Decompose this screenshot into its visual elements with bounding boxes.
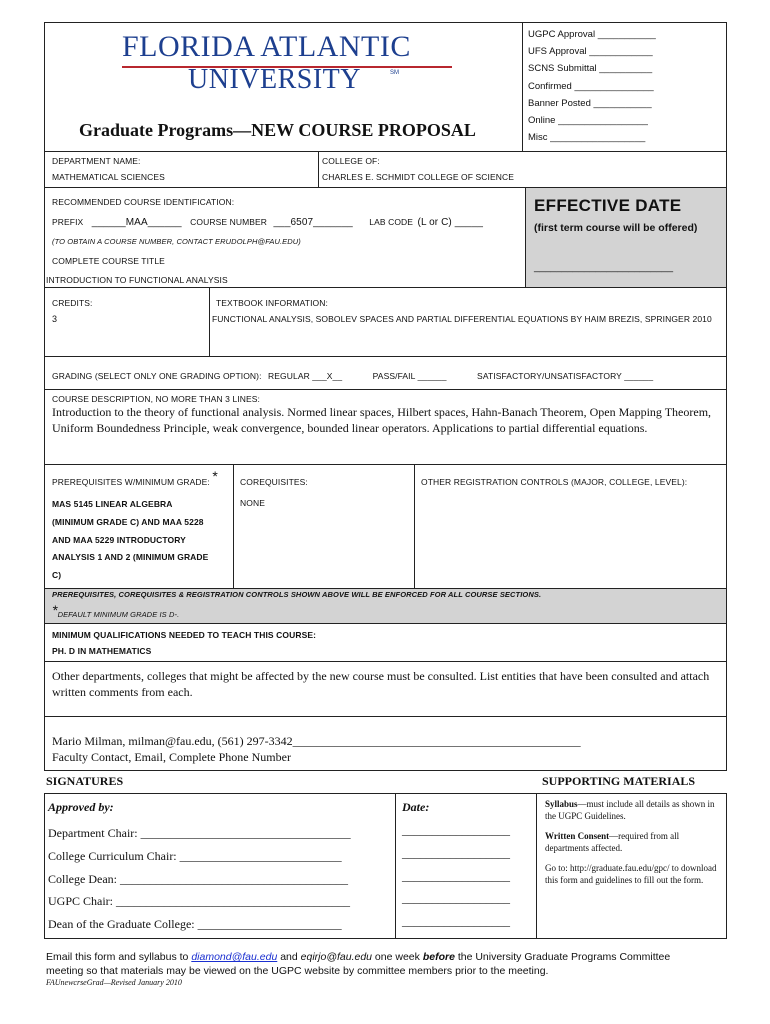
credits-value: 3	[52, 314, 58, 324]
coreq-divider	[414, 464, 415, 589]
logo-tm: SM	[390, 70, 399, 76]
college	[322, 153, 514, 185]
date-field[interactable]: __________________	[402, 914, 510, 929]
email-eqirjo[interactable]: eqirjo@fau.edu	[300, 951, 373, 963]
sig-college-dean[interactable]: College Dean: ______________________________________	[48, 871, 348, 886]
prereq-star: *	[212, 468, 218, 484]
banner-posted: Banner Posted ___________	[528, 97, 652, 109]
date-rows	[402, 819, 534, 933]
supporting-goto: Go to: http://graduate.fau.edu/gpc/ to download this form and guidelines to fill out the form.	[545, 863, 717, 885]
course-title-value: INTRODUCTION TO FUNCTIONAL ANALYSIS	[46, 275, 228, 285]
sig-graduate-dean[interactable]: Dean of the Graduate College: ________________________	[48, 917, 342, 932]
lab-code-label: LAB CODE	[369, 217, 414, 227]
confirmed: Confirmed _______________	[528, 80, 654, 92]
course-number-value: ___6507_______	[273, 217, 353, 228]
prefix-value: ______MAA______	[91, 217, 182, 228]
coreq-value: NONE	[240, 498, 265, 508]
credits-divider	[209, 287, 210, 357]
ufs-approval: UFS Approval ____________	[528, 46, 653, 58]
faculty-label: Faculty Contact, Email, Complete Phone Number	[52, 750, 291, 764]
signatures-heading: SIGNATURES	[46, 774, 124, 788]
course-number-label: COURSE NUMBER	[190, 217, 268, 227]
college-label: COLLEGE OF:	[322, 156, 380, 166]
sig-date-divider	[395, 793, 396, 939]
logo-line1: FLORIDA ATLANTIC	[122, 30, 411, 63]
ugpc-fields	[528, 26, 724, 146]
prereq-label: PREREQUISITES W/MINIMUM GRADE: *	[52, 468, 218, 487]
supporting-materials	[545, 798, 721, 886]
faculty-contact: Mario Milman, milman@fau.edu, (561) 297-3342________________________________________________	[52, 734, 581, 748]
description-label: COURSE DESCRIPTION, NO MORE THAN 3 LINES:	[52, 394, 260, 404]
header-divider	[522, 22, 523, 152]
supporting-heading: SUPPORTING MATERIALS	[542, 774, 696, 788]
grading-sat-unsat[interactable]: SATISFACTORY/UNSATISFACTORY ______	[477, 371, 654, 381]
prereq-divider	[233, 464, 234, 589]
prereq-line-1: MAS 5145 LINEAR ALGEBRA	[52, 499, 173, 509]
sig-college-curriculum-chair[interactable]: College Curriculum Chair: ___________________________	[48, 848, 342, 863]
footer-line-2: meeting so that materials may be viewed on the UGPC website by committee members prior to the meeting.	[46, 965, 549, 977]
sig-department-chair[interactable]: Department Chair: ___________________________________	[48, 826, 351, 840]
ugpc-approval: UGPC Approval ___________	[528, 29, 656, 40]
course-id-heading: RECOMMENDED COURSE IDENTIFICATION:	[52, 197, 235, 207]
date-field[interactable]: __________________	[402, 823, 510, 837]
credits-label: CREDITS:	[52, 298, 93, 308]
signature-rows	[48, 822, 393, 936]
coreq	[240, 474, 308, 511]
grading-regular[interactable]: REGULAR ___X__	[268, 371, 343, 381]
sig-ugpc-chair[interactable]: UGPC Chair: _______________________________________	[48, 894, 351, 909]
footer-email-note	[46, 950, 736, 978]
fau-logo	[100, 30, 480, 100]
grading-line	[52, 368, 653, 384]
email-diamond-link[interactable]: diamond@fau.edu	[191, 951, 278, 963]
approved-by: Approved by:	[48, 800, 114, 814]
description-text: Introduction to the theory of functional analysis. Normed linear spaces, Hilbert spaces, Hahn-Banach Theorem, Open Mapping Theorem, Uniform Boundedness Principle, weak convergence, bounded linear operators. Applications to partial differential equations.	[52, 405, 712, 435]
credits	[52, 295, 92, 327]
default-grade: *DEFAULT MINIMUM GRADE IS D-.	[52, 602, 180, 619]
textbook-label: TEXTBOOK INFORMATION:	[216, 298, 328, 308]
coreq-label: COREQUISITES:	[240, 477, 308, 487]
misc: Misc __________________	[528, 132, 646, 144]
course-title-label: COMPLETE COURSE TITLE	[52, 256, 165, 266]
form-title: Graduate Programs—NEW COURSE PROPOSAL	[79, 120, 476, 140]
prereq-line-2: (MINIMUM GRADE C) AND MAA 5228	[52, 516, 204, 527]
grading-pass-fail[interactable]: PASS/FAIL ______	[372, 371, 447, 381]
prereq-line-3: AND MAA 5229 INTRODUCTORY	[52, 534, 186, 545]
effective-date-title: EFFECTIVE DATE	[534, 196, 682, 215]
enforced-right	[726, 589, 727, 624]
dept-college-divider	[318, 151, 319, 188]
footer-line-1: Email this form and syllabus to diamond@fau.edu and eqirjo@fau.edu one week before the University Graduate Programs Committee	[46, 951, 671, 963]
department-label: DEPARTMENT NAME:	[52, 156, 141, 166]
prereq-lines	[52, 496, 230, 585]
date-support-divider	[536, 793, 537, 939]
footer-revised: FAUnewcrseGrad—Revised January 2010	[46, 978, 182, 987]
lab-code-value: (L or C) _____	[417, 217, 484, 228]
footer-before: before	[422, 951, 455, 963]
other-reg-label: OTHER REGISTRATION CONTROLS (MAJOR, COLLEGE, LEVEL):	[421, 477, 688, 487]
date-field[interactable]: __________________	[402, 868, 510, 883]
prereq-line-5: C)	[52, 570, 62, 581]
online: Online _________________	[528, 115, 648, 127]
effective-date-blank[interactable]: _________________________	[534, 262, 674, 273]
scns-submittal: SCNS Submittal __________	[528, 63, 653, 75]
min-qual-value: PH. D IN MATHEMATICS	[52, 646, 152, 656]
date-field[interactable]: __________________	[402, 845, 510, 860]
textbook-value: FUNCTIONAL ANALYSIS, SOBOLEV SPACES AND PARTIAL DIFFERENTIAL EQUATIONS BY HAIM BREZIS, SPRINGER 2010	[212, 314, 712, 324]
effective-date-subtitle: (first term course will be offered)	[534, 222, 698, 234]
college-value: CHARLES E. SCHMIDT COLLEGE OF SCIENCE	[322, 172, 514, 182]
obtain-note: (TO OBTAIN A COURSE NUMBER, CONTACT ERUDOLPH@FAU.EDU)	[52, 237, 301, 246]
supporting-consent: Written Consent—required from all departments affected.	[545, 831, 680, 853]
min-qual	[52, 627, 316, 659]
date-field[interactable]: __________________	[402, 891, 510, 906]
enforced-left	[44, 589, 45, 624]
textbook	[212, 295, 712, 327]
logo-line2: UNIVERSITY	[188, 64, 361, 95]
min-qual-label: MINIMUM QUALIFICATIONS NEEDED TO TEACH THIS COURSE:	[52, 630, 317, 640]
enforced-note: PREREQUISITES, COREQUISITES & REGISTRATION CONTROLS SHOWN ABOVE WILL BE ENFORCED FOR ALL COURSE SECTIONS.	[52, 590, 542, 599]
department-value: MATHEMATICAL SCIENCES	[52, 172, 165, 182]
course-id-line	[52, 214, 483, 231]
prereq-line-4: ANALYSIS 1 AND 2 (MINIMUM GRADE	[52, 552, 209, 563]
supporting-syllabus: Syllabus—must include all details as shown in the UGPC Guidelines.	[545, 799, 715, 821]
grading-label: GRADING (SELECT ONLY ONE GRADING OPTION):	[52, 371, 262, 381]
default-grade-star: *	[52, 602, 58, 618]
department	[52, 153, 165, 185]
other-depts-text: Other departments, colleges that might be affected by the new course must be consulted. List entities that have been consulted and attach written comments from each.	[52, 669, 710, 699]
date-heading: Date:	[402, 800, 430, 814]
prefix-label: PREFIX	[52, 217, 84, 227]
